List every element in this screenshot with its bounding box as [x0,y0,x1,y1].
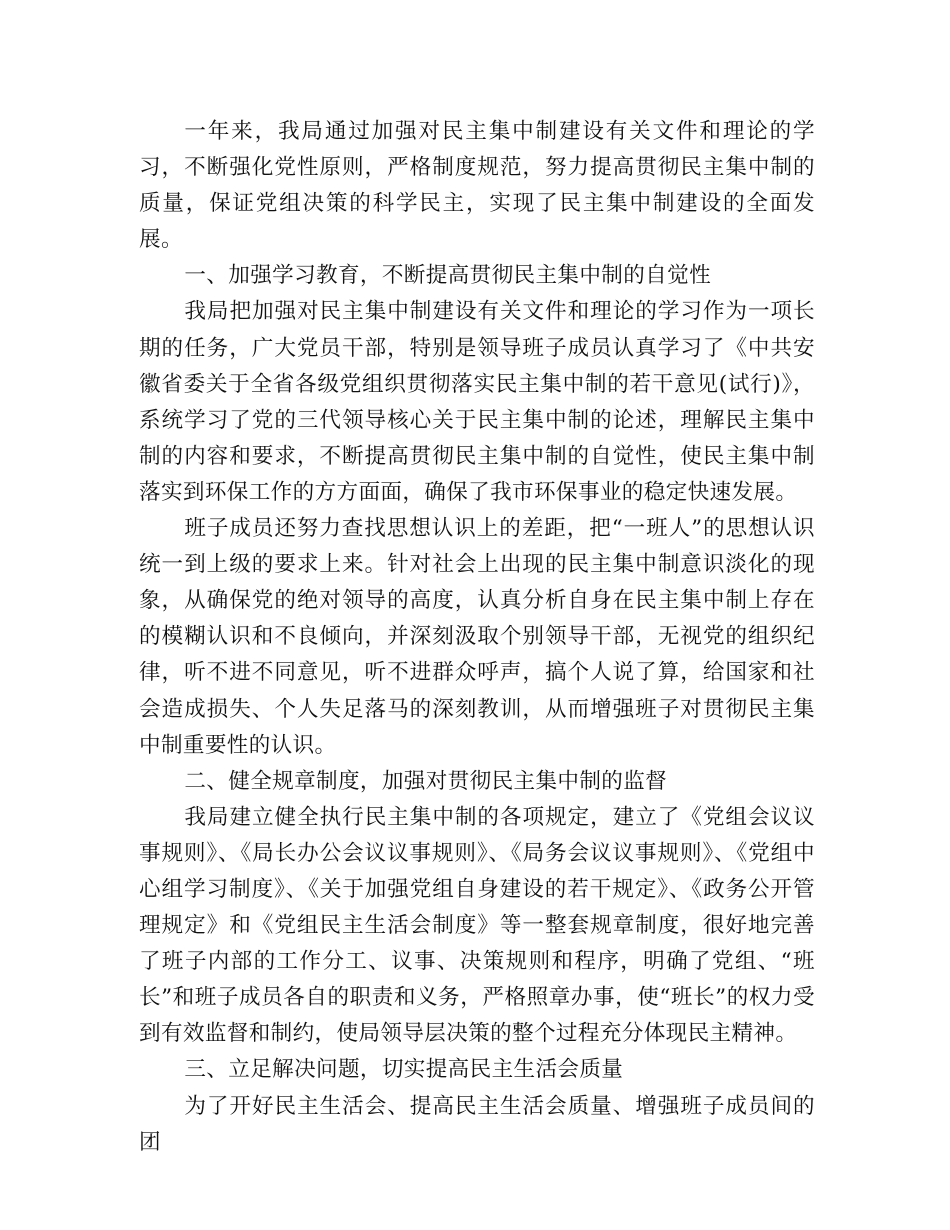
section-2-paragraph-1: 我局建立健全执行民主集中制的各项规定，建立了《党组会议议事规则》、《局长办公会议议事规则》、《局务会议议事规则》、《党组中心组学习制度》、《关于加强党组自身建设的若干规定》、《政务公开管理规定》和《党组民主生活会制度》等一整套规章制度，很好地完善了班子内部的工作分工、议事、决策规则和程序，明确了党组、“班长”和班子成员各自的职责和义务，严格照章办事，使“班长”的权力受到有效监督和制约，使局领导层决策的整个过程充分体现民主精神。 [139,804,815,1047]
section-heading-2: 二、健全规章制度，加强对贯彻民主集中制的监督 [184,768,668,794]
document-body [139,114,815,1161]
section-heading-3: 三、立足解决问题，切实提高民主生活会质量 [184,1057,624,1083]
section-heading-1: 一、加强学习教育，不断提高贯彻民主集中制的自觉性 [184,263,712,289]
section-3-paragraph-1: 为了开好民主生活会、提高民主生活会质量、增强班子成员间的团 [139,1093,815,1155]
intro-paragraph: 一年来，我局通过加强对民主集中制建设有关文件和理论的学习，不断强化党性原则，严格制度规范，努力提高贯彻民主集中制的质量，保证党组决策的科学民主，实现了民主集中制建设的全面发展。 [139,119,815,253]
section-1-paragraph-1: 我局把加强对民主集中制建设有关文件和理论的学习作为一项长期的任务，广大党员干部，特别是领导班子成员认真学习了《中共安徽省委关于全省各级党组织贯彻落实民主集中制的若干意见(试行)》，系统学习了党的三代领导核心关于民主集中制的论述，理解民主集中制的内容和要求，不断提高贯彻民主集中制的自觉性，使民主集中制落实到环保工作的方方面面，确保了我市环保事业的稳定快速发展。 [139,299,815,505]
section-1-paragraph-2: 班子成员还努力查找思想认识上的差距，把“一班人”的思想认识统一到上级的要求上来。针对社会上出现的民主集中制意识淡化的现象，从确保党的绝对领导的高度，认真分析自身在民主集中制上存在的模糊认识和不良倾向，并深刻汲取个别领导干部，无视党的组织纪律，听不进不同意见，听不进群众呼声，搞个人说了算，给国家和社会造成损失、个人失足落马的深刻教训，从而增强班子对贯彻民主集中制重要性的认识。 [139,516,815,758]
